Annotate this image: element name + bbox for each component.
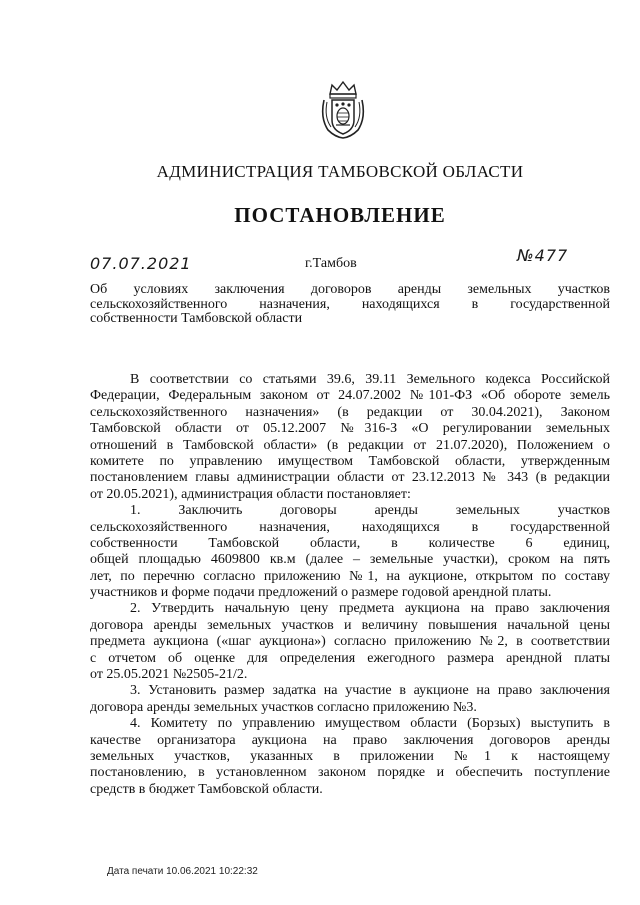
body-line: с отчетом об оценке для определения ежегодного размера арендной платы [90,650,610,666]
body-line: 3. Установить размер задатка на участие в аукционе на право заключения [130,683,610,699]
body-line: Федерации, Федеральным законом от 24.07.2002 №101-ФЗ «Об обороте земель [90,388,610,404]
print-date: Дата печати 10.06.2021 10:22:32 [107,866,258,877]
body-line: постановлению, в установленном законом порядке и обеспечить поступление [90,765,610,781]
body-line: В соответствии со статьями 39.6, 39.11 Земельного кодекса Российской [130,372,610,387]
body-line: предмета аукциона («шаг аукциона») согласно приложению №2, в соответствии [90,634,610,650]
body-line: средств в бюджет Тамбовской области. [90,781,323,797]
document-body [90,372,610,798]
body-line: сельскохозяйственного назначения» (в редакции от 30.04.2021), Законом [90,404,610,420]
title-line: собственности Тамбовской области [90,311,303,326]
body-line: от 20.05.2021), администрация области постановляет: [90,486,411,502]
document-date: 07.07.2021 [90,254,192,273]
body-line: собственности Тамбовской области, в количестве 6 единиц, [90,535,610,551]
coat-of-arms-icon [318,80,368,140]
body-line: сельскохозяйственного назначения, находящихся в государственной [90,519,610,535]
body-line: 1. Заключить договоры аренды земельных участков [130,503,610,519]
body-line: участников и форме подачи предложений о размере годовой арендной платы. [90,585,552,601]
body-line: лет, по перечню согласно приложению №1, на аукционе, открытом по составу [90,568,610,584]
body-line: земельных участков, указанных в приложении №1 к настоящему [90,748,610,764]
body-line: договора аренды земельных участков и величину повышения начальной цены [90,617,610,633]
title-line: сельскохозяйственного назначения, находящихся в государственной [90,297,610,312]
document-title [90,283,610,327]
city-name: г.Тамбов [305,256,357,271]
body-line: постановлением главы администрации области от 23.12.2013 № 343 (в редакции [90,470,610,486]
body-line: общей площадью 4609800 кв.м (далее – земельные участки), сроком на пять [90,552,610,568]
body-line: 4. Комитету по управлению имуществом области (Борзых) выступить в [130,716,610,732]
title-line: Об условиях заключения договоров аренды земельных участков [90,283,610,297]
number-prefix: № [517,246,535,265]
body-line: Тамбовской области от 05.12.2007 №316-З «О регулировании земельных [90,421,610,437]
body-line: отношений в Тамбовской области» (в редакции от 21.07.2020), Положением о [90,437,610,453]
document-number [517,246,568,265]
number-value: 477 [534,246,569,265]
body-line: качестве организатора аукциона на право заключения договоров аренды [90,732,610,748]
organization-name: АДМИНИСТРАЦИЯ ТАМБОВСКОЙ ОБЛАСТИ [156,162,524,181]
body-line: комитете по управлению имуществом Тамбовской области, утвержденным [90,453,610,469]
document-type: ПОСТАНОВЛЕНИЕ [234,203,446,227]
body-line: от 25.05.2021 №2505-21/2. [90,667,248,683]
body-line: договора аренды земельных участков согласно приложению №3. [90,699,477,715]
body-line: 2. Утвердить начальную цену предмета аукциона на право заключения [130,601,610,617]
